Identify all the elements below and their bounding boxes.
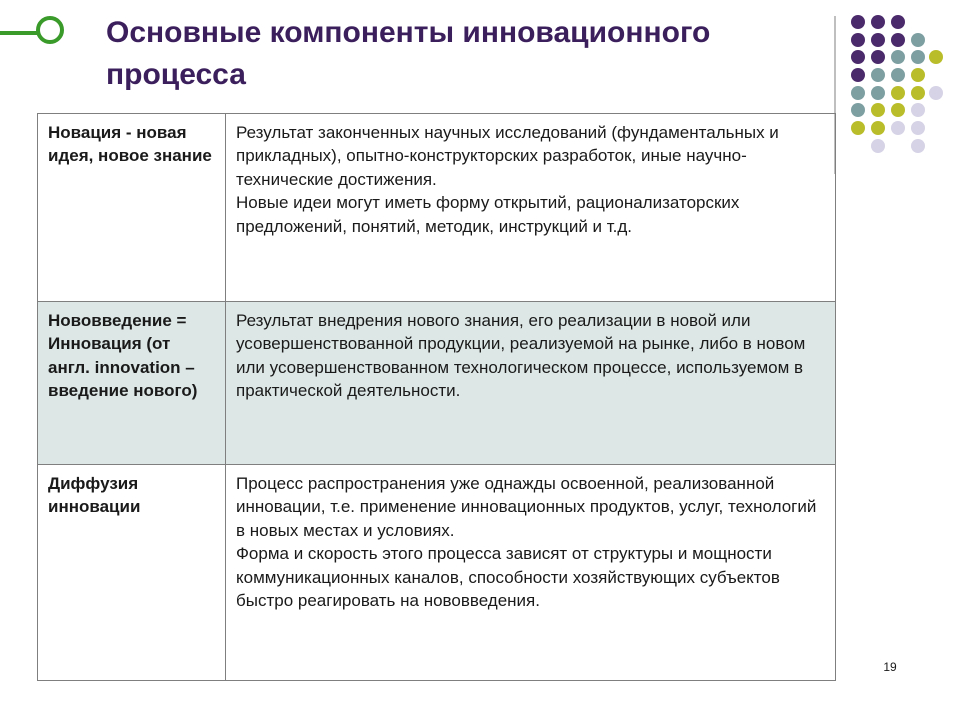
definition-paragraph: Форма и скорость этого процесса зависят от структуры и мощности коммуникационных каналов, способности хозяйствующих субъектов быстро реагировать на нововведения. [236,544,780,611]
decorative-dot [911,33,925,47]
term-cell: Новация - новая идея, новое знание [38,114,226,302]
decorative-dot [929,50,943,64]
decorative-dot [871,139,885,153]
decorative-dot [871,86,885,100]
decorative-dot [911,139,925,153]
decorative-dot [851,86,865,100]
decorative-dot [871,68,885,82]
decorative-dot [871,33,885,47]
components-table [37,113,836,681]
decorative-ring [36,16,64,44]
decorative-dot [891,103,905,117]
decorative-dot [891,15,905,29]
decorative-dot [871,50,885,64]
term-cell: Нововведение = Инновация (от англ. innovation – введение нового) [38,302,226,465]
decorative-dot [891,50,905,64]
decorative-dot [891,33,905,47]
decorative-dot [851,15,865,29]
decorative-dot [851,68,865,82]
page-number: 19 [883,660,897,674]
definition-paragraph: Новые идеи могут иметь форму открытий, рационализаторских предложений, понятий, методик, инструкций и т.д. [236,193,740,236]
decorative-dot [911,103,925,117]
definition-paragraph: Результат законченных научных исследований (фундаментальных и прикладных), опытно-конструкторских разработок, иные научно-технические достижения. [236,123,779,189]
decorative-dot [851,50,865,64]
decorative-dot [871,121,885,135]
decorative-dot [911,121,925,135]
slide-title: Основные компоненты инновационного процесса [106,16,711,91]
decorative-dot [911,86,925,100]
table-row [38,465,836,681]
decorative-dot [851,103,865,117]
decorative-dot [851,121,865,135]
decorative-dot [851,33,865,47]
definition-paragraph: Процесс распространения уже однажды освоенной, реализованной инновации, т.е. применение инновационных продуктов, услуг, технологий в новых местах и условиях. [236,474,817,540]
decorative-dot [891,68,905,82]
term-cell: Диффузия инновации [38,465,226,681]
table-row [38,302,836,465]
decorative-dot [929,86,943,100]
decorative-line [0,31,38,35]
decorative-dot [891,121,905,135]
decorative-dot [891,86,905,100]
definition-cell [226,465,836,681]
definition-cell [226,114,836,302]
decorative-dot [871,103,885,117]
definition-paragraph: Результат внедрения нового знания, его реализации в новой или усовершенствованной продукции, реализуемой на рынке, либо в новом или усовершенствованном технологическом процессе, используемом в практической деятельности. [236,311,806,401]
decorative-dot [871,15,885,29]
decorative-dot [911,68,925,82]
decorative-dot [911,50,925,64]
table-row [38,114,836,302]
definition-cell [226,302,836,465]
